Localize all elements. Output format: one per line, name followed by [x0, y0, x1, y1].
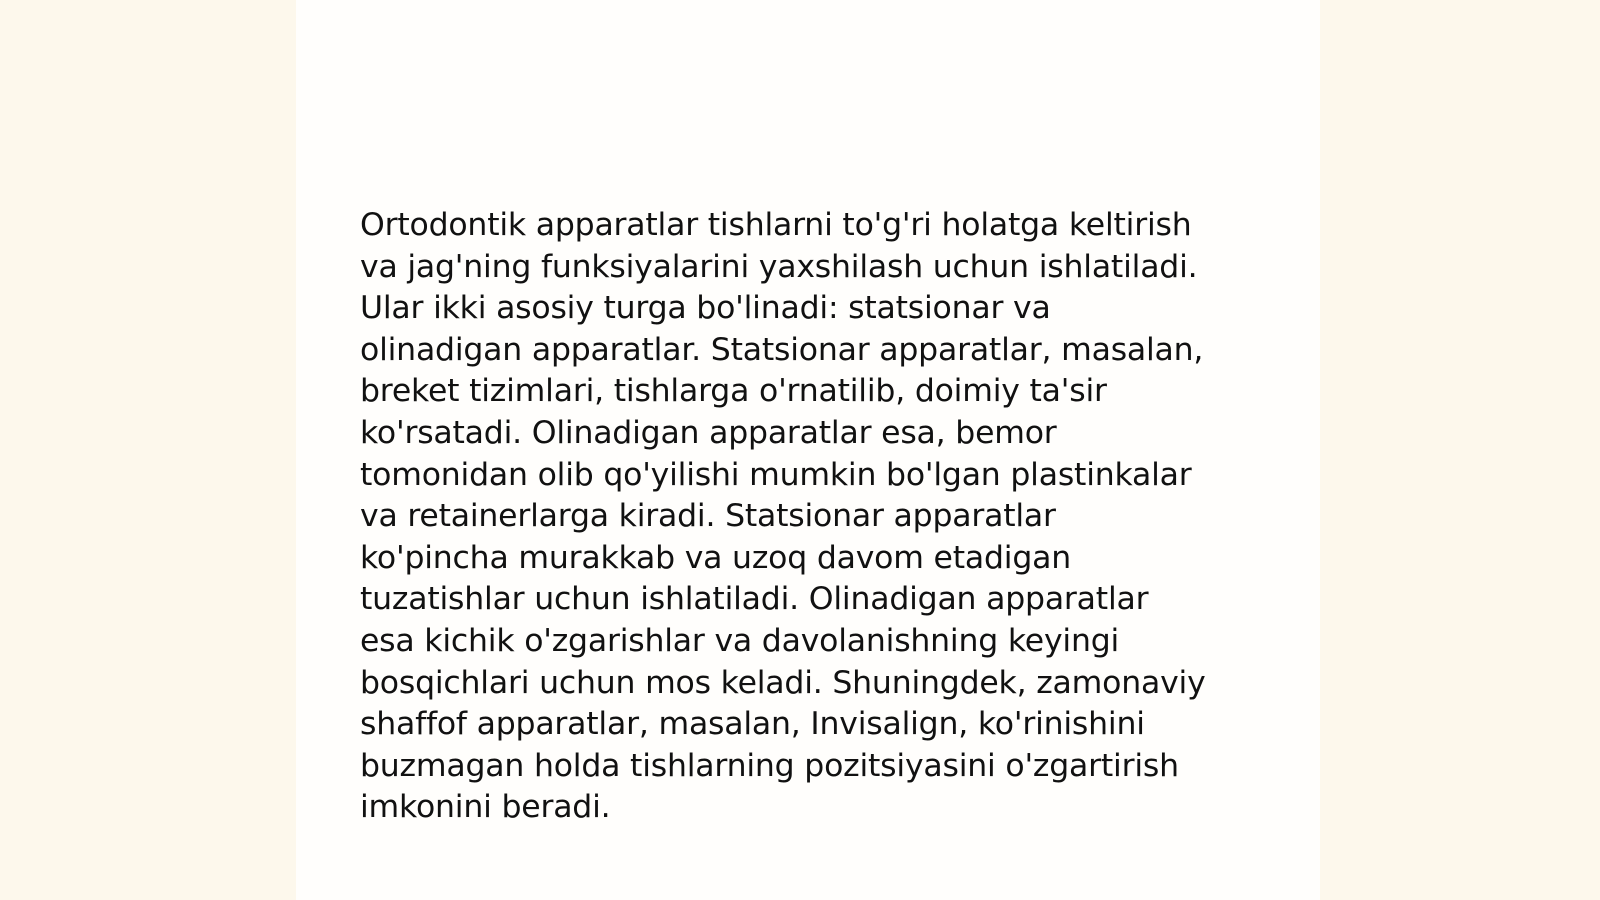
- paragraph-line: olinadigan apparatlar. Statsionar apparatlar, masalan,: [360, 331, 1204, 368]
- paragraph-line: tomonidan olib qo'yilishi mumkin bo'lgan plastinkalar: [360, 456, 1192, 493]
- paragraph-line: ko'rsatadi. Olinadigan apparatlar esa, bemor: [360, 414, 1057, 451]
- paragraph-line: va jag'ning funksiyalarini yaxshilash uchun ishlatiladi.: [360, 248, 1198, 285]
- paragraph-line: Ortodontik apparatlar tishlarni to'g'ri holatga keltirish: [360, 207, 1192, 243]
- paragraph-line: buzmagan holda tishlarning pozitsiyasini o'zgartirish: [360, 747, 1179, 784]
- paragraph-line: va retainerlarga kiradi. Statsionar apparatlar: [360, 498, 1056, 535]
- paragraph-line: imkonini beradi.: [360, 789, 611, 826]
- body-paragraph: [360, 205, 1260, 829]
- paragraph-line: tuzatishlar uchun ishlatiladi. Olinadigan apparatlar: [360, 581, 1149, 618]
- paragraph-line: shaffof apparatlar, masalan, Invisalign, ko'rinishini: [360, 706, 1145, 743]
- paragraph-line: breket tizimlari, tishlarga o'rnatilib, doimiy ta'sir: [360, 373, 1107, 410]
- paragraph-line: Ular ikki asosiy turga bo'linadi: statsionar va: [360, 290, 1051, 327]
- paragraph-line: esa kichik o'zgarishlar va davolanishning keyingi: [360, 622, 1120, 659]
- document-page: [296, 0, 1320, 900]
- paragraph-line: ko'pincha murakkab va uzoq davom etadigan: [360, 539, 1071, 576]
- paragraph-line: bosqichlari uchun mos keladi. Shuningdek, zamonaviy: [360, 664, 1206, 701]
